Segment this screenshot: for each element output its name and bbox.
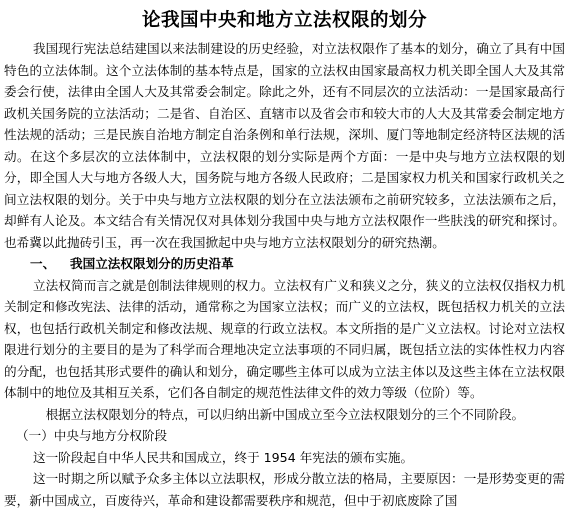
- section-number: 一、: [30, 256, 56, 271]
- stages-paragraph: 根据立法权限划分的特点，可以归纳出新中国成立至今立法权限划分的三个不同阶段。: [45, 406, 525, 422]
- section-heading-text: 我国立法权限划分的历史沿革: [70, 256, 234, 271]
- subsection-paragraph: 这一阶段起自中华人民共和国成立，终于 1954 年宪法的颁布实施。: [32, 449, 414, 465]
- final-paragraph: 这一时期之所以赋予众多主体以立法职权，形成分散立法的格局，主要原因：一是形势变更的需要，新中国成立，百废待兴，革命和建设都需要秩序和规范，但中于初底废除了国: [4, 471, 565, 508]
- intro-paragraph: 我国现行宪法总结建国以来法制建设的历史经验，对立法权限作了基本的划分，确立了具有中国特色的立法体制。这个立法体制的基本特点是，国家的立法权由国家最高权力机关即全国人大及其常委会行使，法律由全国人大及其常委会制定。除此之外，还有不同层次的立法活动：一是国家最高行政机关国务院的立法活动；二是省、自治区、直辖市以及省会市和较大市的人大及其常委会制定地方性法规的活动；三是民族自治地方制定自治条例和单行法规，深圳、厦门等地制定经济特区法规的活动。在这个多层次的立法体制中，立法权限的划分实际是两个方面：一是中央与地方立法权限的划分，即全国人大与地方各级人大，国务院与地方各级人民政府；二是国家权力机关和国家行政机关之间立法权限的划分。关于中央与地方立法权限的划分在立法法颁布之前研究较多，立法法颁布之后，却鲜有人论及。本文结合有关情况仅对具体划分我国中央与地方立法权限作一些肤浅的研究和探讨。也希冀以此抛砖引玉，再一次在我国掀起中央与地方立法权限划分的研究热潮。: [4, 41, 565, 250]
- section-heading: [4, 253, 565, 275]
- section-paragraph: 立法权简而言之就是创制法律规则的权力。立法权有广义和狭义之分，狭义的立法权仅指权力机关制定和修改宪法、法律的活动，通常称之为国家立法权；而广义的立法权，既包括权力机关的立法权，也包括行政机关制定和修改法规、规章的行政立法权。本文所指的是广义立法权。讨论对立法权限进行划分的主要目的是为了科学而合理地决定立法事项的不同归属，既包括立法的实体性权力内容的分配，也包括其形式要件的确认和划分，确定哪些主体可以成为立法主体以及这些主体在立法权限体制中的地位及其相互关系，它们各自制定的规范性法律文件的效力等级（位阶）等。: [4, 277, 565, 400]
- document-title: 论我国中央和地方立法权限的划分: [141, 10, 427, 31]
- subsection-heading: （一）中央与地方分权阶段: [16, 428, 168, 443]
